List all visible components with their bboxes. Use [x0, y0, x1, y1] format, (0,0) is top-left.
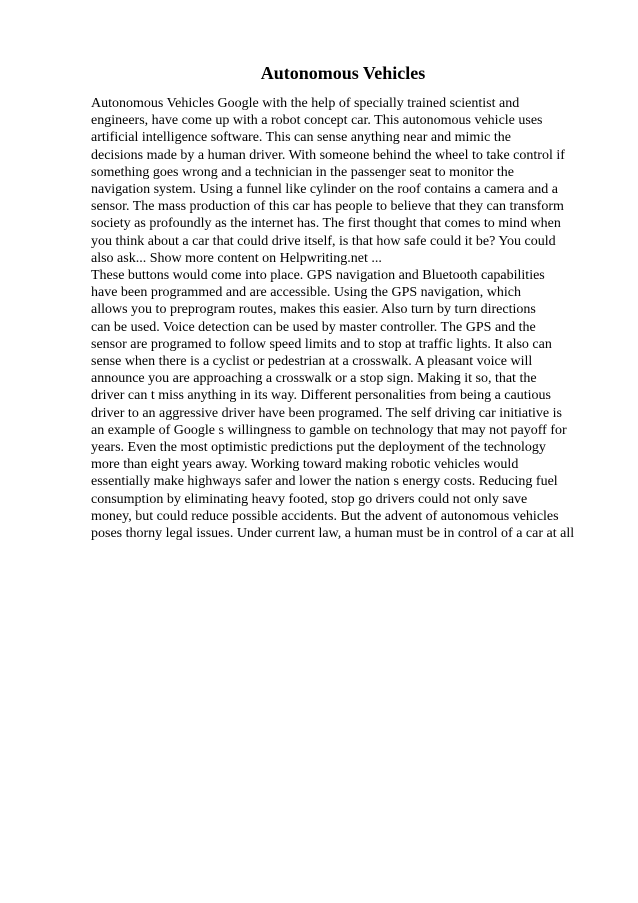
document-title: Autonomous Vehicles — [260, 63, 426, 83]
text-line: can be used. Voice detection can be used by master controller. The GPS and the — [91, 319, 536, 335]
text-line: essentially make highways safer and lower the nation s energy costs. Reducing fuel — [91, 474, 558, 490]
text-line: more than eight years away. Working toward making robotic vehicles would — [91, 457, 519, 473]
text-line: decisions made by a human driver. With someone behind the wheel to take control if — [91, 147, 565, 163]
text-line: announce you are approaching a crosswalk or a stop sign. Making it so, that the — [91, 371, 537, 387]
text-line: years. Even the most optimistic predictions put the deployment of the technology — [91, 440, 546, 456]
text-line: you think about a car that could drive itself, is that how safe could it be? You could — [91, 233, 556, 249]
text-line: driver to an aggressive driver have been programed. The self driving car initiative is — [91, 405, 562, 421]
text-line: sensor are programed to follow speed limits and to stop at traffic lights. It also can — [91, 336, 552, 352]
text-line: driver can t miss anything in its way. Different personalities from being a cautious — [91, 388, 551, 404]
text-line: consumption by eliminating heavy footed, stop go drivers could not only save — [91, 491, 528, 507]
text-line: engineers, have come up with a robot concept car. This autonomous vehicle uses — [91, 113, 543, 129]
text-line: These buttons would come into place. GPS navigation and Bluetooth capabilities — [91, 268, 545, 284]
text-line: sensor. The mass production of this car has people to believe that they can transform — [91, 199, 564, 215]
text-line: artificial intelligence software. This can sense anything near and mimic the — [91, 130, 511, 146]
text-line: navigation system. Using a funnel like cylinder on the roof contains a camera and a — [91, 182, 558, 198]
text-line: poses thorny legal issues. Under current law, a human must be in control of a car at all — [91, 526, 575, 542]
text-line: allows you to preprogram routes, makes this easier. Also turn by turn directions — [91, 302, 536, 318]
text-line: an example of Google s willingness to gamble on technology that may not payoff for — [91, 422, 567, 438]
text-line: something goes wrong and a technician in the passenger seat to monitor the — [91, 164, 515, 180]
text-line: money, but could reduce possible accidents. But the advent of autonomous vehicles — [91, 508, 559, 524]
text-line: Autonomous Vehicles Google with the help of specially trained scientist and — [91, 96, 520, 111]
text-line: also ask... Show more content on Helpwriting.net ... — [91, 250, 382, 266]
text-line: society as profoundly as the internet has. The first thought that comes to mind when — [91, 216, 561, 232]
document-body — [91, 95, 611, 542]
text-line: sense when there is a cyclist or pedestrian at a crosswalk. A pleasant voice will — [91, 354, 533, 370]
text-line: have been programmed and are accessible. Using the GPS navigation, which — [91, 285, 521, 301]
